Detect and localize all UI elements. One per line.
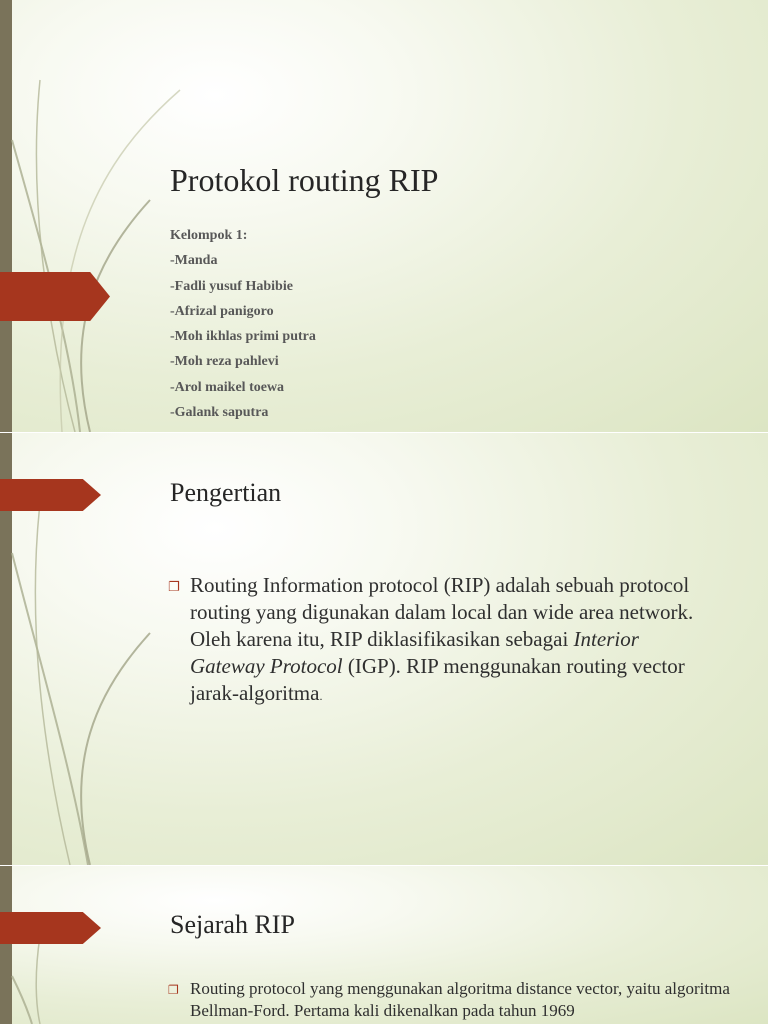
bullet-marker-icon: ❐ bbox=[168, 983, 179, 997]
bullet-text: (IGP). RIP menggunakan routing vector jarak-algoritma bbox=[190, 654, 685, 705]
list-item: Kelompok 1: bbox=[170, 228, 248, 243]
bullet-marker-icon: ❐ bbox=[168, 580, 180, 595]
bullet-text-end: . bbox=[319, 689, 323, 703]
list-item: -Galank saputra bbox=[170, 405, 269, 421]
slide-title: Pengertian bbox=[170, 478, 282, 507]
group-member-list bbox=[170, 226, 316, 428]
list-item: -Manda bbox=[170, 253, 218, 269]
bullet-text: Routing Information protocol (RIP) adalah sebuah protocol routing yang digunakan dalam local dan wide area network. Oleh karena itu, RIP diklasifikasikan sebagai bbox=[190, 573, 694, 651]
accent-flag bbox=[0, 912, 101, 944]
bullet-text: Routing protocol yang menggunakan algoritma distance vector, yaitu algoritma Bellman-Ford. Pertama kali dikenalkan pada tahun 1969 bbox=[190, 979, 730, 1020]
slide-title: Sejarah RIP bbox=[170, 910, 295, 939]
slide-2[interactable] bbox=[0, 433, 768, 865]
slide-title: Protokol routing RIP bbox=[170, 162, 439, 198]
accent-flag bbox=[0, 479, 101, 511]
accent-flag bbox=[0, 272, 110, 321]
slide-1[interactable] bbox=[0, 0, 768, 432]
bullet-text-italic: Interior Gateway Protocol bbox=[190, 627, 639, 678]
list-item: -Moh reza pahlevi bbox=[170, 354, 279, 370]
list-item: -Afrizal panigoro bbox=[170, 303, 274, 319]
list-item: -Fadli yusuf Habibie bbox=[170, 278, 293, 294]
list-item: -Moh ikhlas primi putra bbox=[170, 329, 316, 345]
bullet-paragraph bbox=[168, 572, 710, 710]
list-item: -Arol maikel toewa bbox=[170, 379, 285, 395]
bullet-paragraph bbox=[168, 978, 730, 1022]
